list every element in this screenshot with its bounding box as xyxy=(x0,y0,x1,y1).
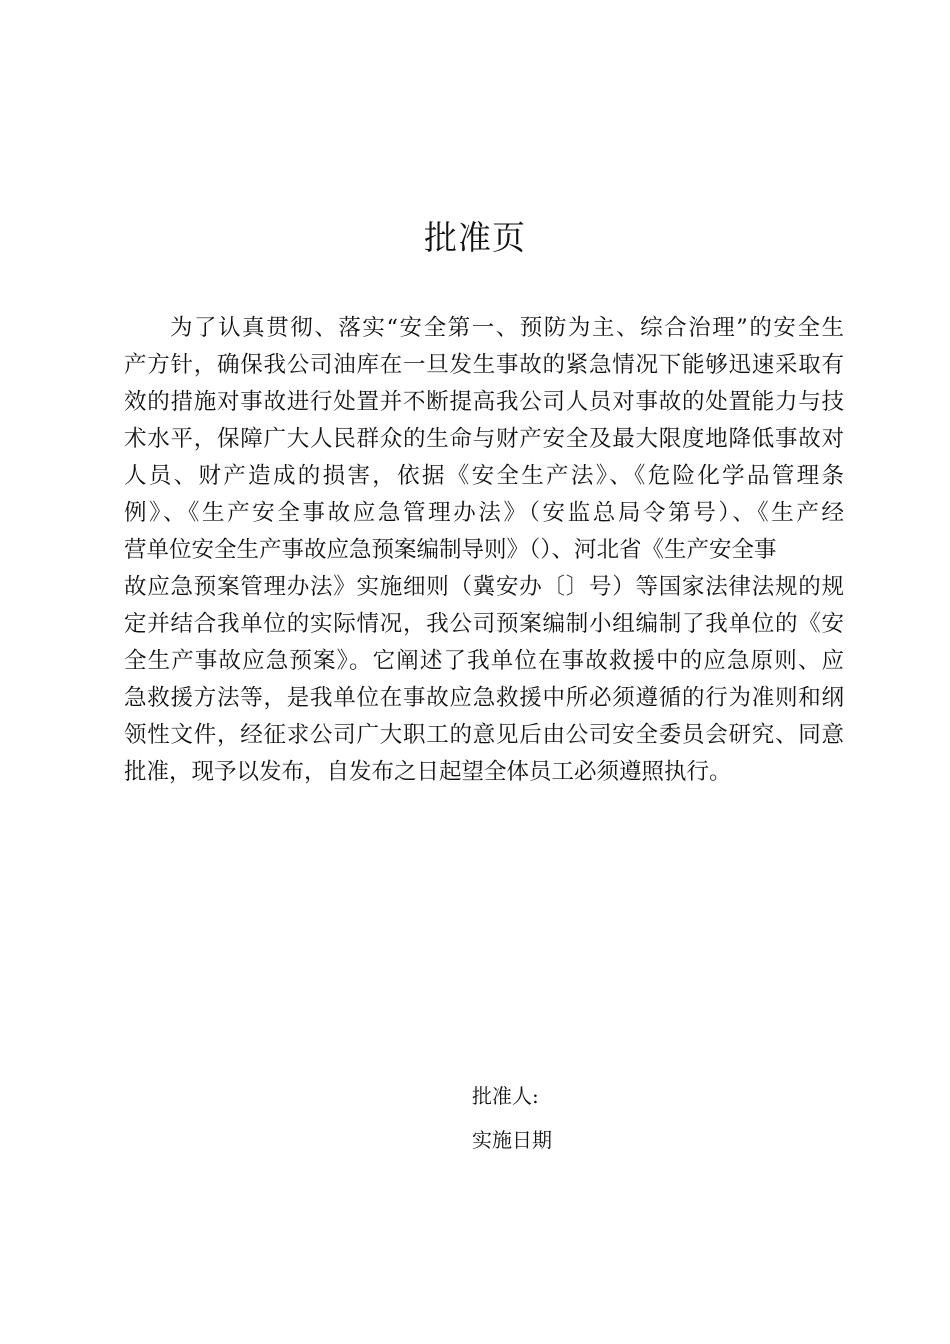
approval-paragraph xyxy=(124,310,844,791)
paragraph-line: 为了认真贯彻、落实“安全第一、预防为主、综合治理”的安全生 xyxy=(170,315,844,341)
paragraph-line: 人员、财产造成的损害，依据《安全生产法》、《危险化学品管理条 xyxy=(124,463,844,489)
page-title: 批准页 xyxy=(424,218,526,257)
paragraph-line: 例》、《生产安全事故应急管理办法》（安监总局令第号）、《生产经 xyxy=(124,500,844,526)
paragraph-line: 急救援方法等，是我单位在事故应急救援中所必须遵循的行为准则和纲 xyxy=(124,685,844,711)
paragraph-line: 定并结合我单位的实际情况，我公司预案编制小组编制了我单位的《安 xyxy=(124,611,844,637)
paragraph-line: 营单位安全生产事故应急预案编制导则》（）、河北省《生产安全事 xyxy=(124,537,777,563)
approver-label: 批准人: xyxy=(472,1084,539,1108)
paragraph-line: 全生产事故应急预案》。它阐述了我单位在事故救援中的应急原则、应 xyxy=(124,648,844,674)
paragraph-line: 产方针，确保我公司油库在一旦发生事故的紧急情况下能够迅速采取有 xyxy=(124,352,844,378)
signature-block xyxy=(472,1074,552,1162)
paragraph-line: 故应急预案管理办法》实施细则（冀安办〔〕号）等国家法律法规的规 xyxy=(124,574,844,600)
paragraph-line: 术水平，保障广大人民群众的生命与财产安全及最大限度地降低事故对 xyxy=(124,426,844,452)
paragraph-line: 批准，现予以发布，自发布之日起望全体员工必须遵照执行。 xyxy=(124,759,732,785)
paragraph-line: 领性文件，经征求公司广大职工的意见后由公司安全委员会研究、同意 xyxy=(124,722,844,748)
implementation-date-label: 实施日期 xyxy=(472,1128,552,1152)
paragraph-line: 效的措施对事故进行处置并不断提高我公司人员对事故的处置能力与技 xyxy=(124,389,844,415)
